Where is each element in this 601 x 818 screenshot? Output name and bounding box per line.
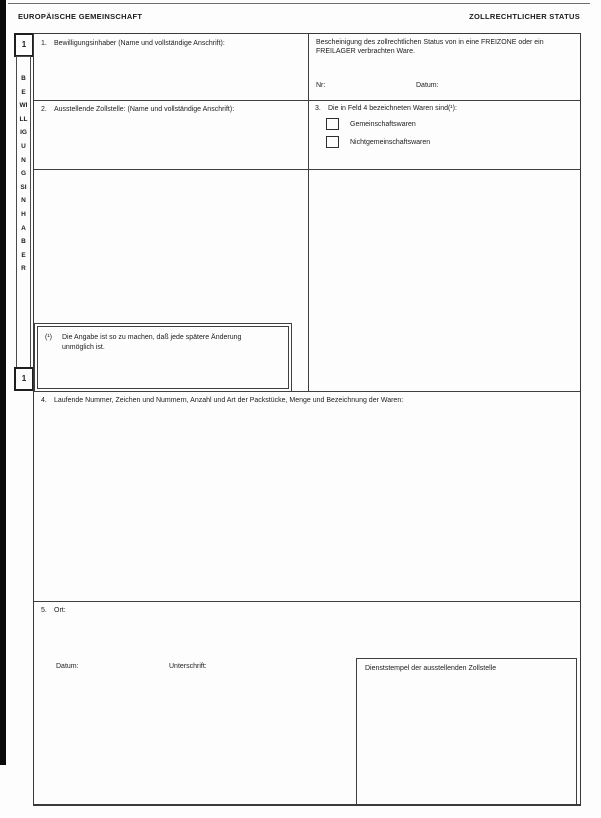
form-body	[33, 33, 581, 806]
checkbox-gemeinschaftswaren[interactable]	[326, 118, 339, 130]
top-rule-line	[8, 3, 590, 4]
field-4-number: 4.	[41, 397, 47, 404]
field-1-label: Bewilligungsinhaber (Name und vollständige Anschrift):	[54, 40, 225, 47]
field-3-number: 3.	[315, 105, 321, 112]
form-title-left: EUROPÄISCHE GEMEINSCHAFT	[18, 12, 143, 21]
field-5-number: 5.	[41, 607, 47, 614]
row-line-4	[34, 601, 580, 602]
certificate-date-label: Datum:	[416, 82, 439, 89]
field-5-date-input-area[interactable]	[56, 674, 146, 694]
footnote-marker: (¹)	[45, 334, 52, 341]
certificate-statement: Bescheinigung des zollrechtlichen Status von in eine FREIZONE oder ein FREILAGER verbrachten Ware.	[316, 39, 544, 55]
row-line-2	[34, 169, 580, 170]
copy-number-top-box: 1	[14, 33, 34, 57]
option-row-gemeinschaftswaren	[326, 118, 416, 130]
certificate-date-input-area[interactable]	[444, 78, 564, 94]
stamp-box-label: Dienststempel der ausstellenden Zollstelle	[365, 665, 497, 672]
field-5-heading	[41, 606, 241, 615]
option-row-nichtgemeinschaftswaren	[326, 136, 430, 148]
field-2-label: Ausstellende Zollstelle: (Name und vollständige Anschrift):	[54, 106, 235, 113]
scan-edge-bar	[0, 0, 6, 765]
field-3-heading	[315, 104, 573, 113]
option-label-nichtgemeinschaftswaren: Nichtgemeinschaftswaren	[350, 138, 431, 146]
column-divider-line	[308, 34, 309, 391]
field-3-label: Die in Feld 4 bezeichneten Waren sind(¹):	[328, 105, 457, 112]
field-5-signature-label: Unterschrift:	[169, 663, 207, 670]
row-line-1	[34, 100, 580, 101]
footnote-text: Die Angabe ist so zu machen, daß jede spätere Änderung unmöglich ist.	[62, 334, 242, 351]
field-4-input-area[interactable]	[35, 410, 579, 600]
field-2-heading	[41, 105, 296, 114]
certificate-nr-input-area[interactable]	[329, 78, 409, 94]
field-5-date-label: Datum:	[56, 663, 79, 670]
field-2-input-area[interactable]	[35, 118, 307, 168]
field-5-signature-input-area[interactable]	[169, 674, 319, 694]
stamp-box[interactable]	[356, 658, 577, 804]
field-1-heading	[41, 39, 296, 48]
field-4-label: Laufende Nummer, Zeichen und Nummern, Anzahl und Art der Packstücke, Menge und Bezeichnung der Waren:	[54, 397, 404, 404]
footnote-box	[34, 323, 292, 392]
field-1-input-area[interactable]	[35, 52, 307, 99]
field-2-number: 2.	[41, 106, 47, 113]
checkbox-nichtgemeinschaftswaren[interactable]	[326, 136, 339, 148]
form-title-right: ZOLLRECHTLICHER STATUS	[469, 12, 580, 21]
field-1-number: 1.	[41, 40, 47, 47]
footnote-inner-border	[37, 326, 289, 389]
field-4-heading	[41, 396, 573, 405]
copy-role-strip	[16, 56, 31, 369]
option-label-gemeinschaftswaren: Gemeinschaftswaren	[350, 120, 416, 128]
field-5-label: Ort:	[54, 607, 66, 614]
copy-number-bottom-box: 1	[14, 367, 34, 391]
copy-role-vertical-label: BEWILLIGUNGSINHABER	[19, 75, 28, 273]
certificate-nr-label: Nr:	[316, 82, 326, 89]
